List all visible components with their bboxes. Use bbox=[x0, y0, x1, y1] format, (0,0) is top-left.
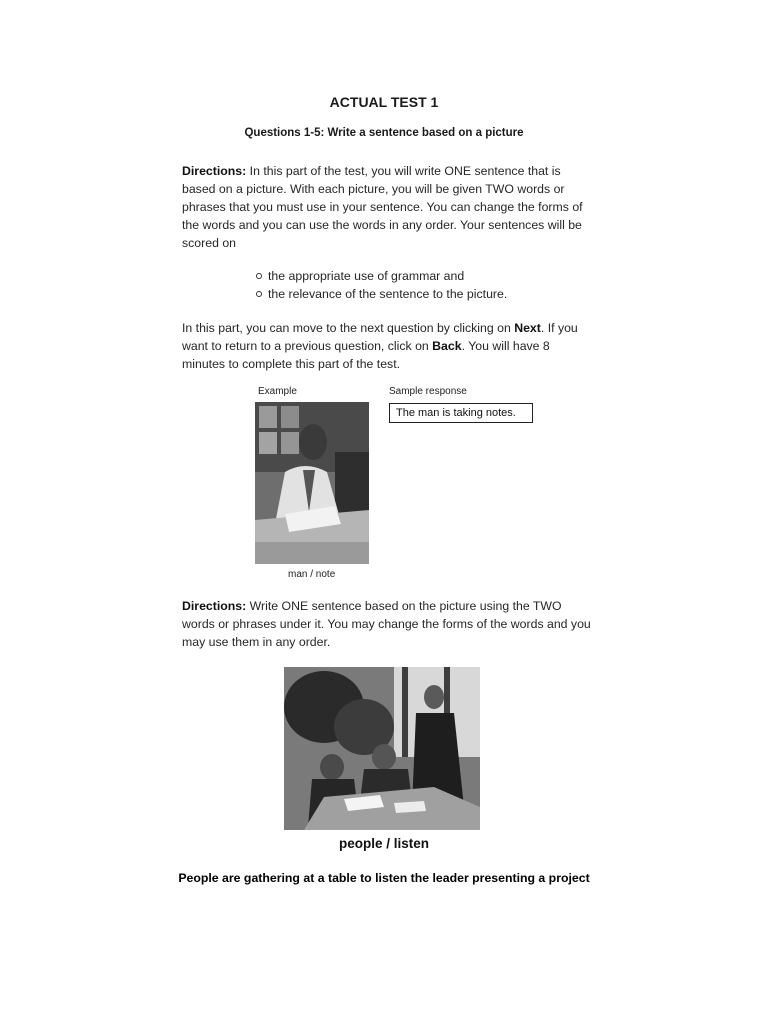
bullet-icon bbox=[256, 273, 262, 279]
directions-paragraph bbox=[182, 162, 596, 252]
navigation-paragraph: In this part, you can move to the next question by clicking on Next. If you want to return to a previous question, click on Back. You will have 8 minutes to complete this part of the test. bbox=[182, 321, 578, 371]
example-caption: man / note bbox=[288, 569, 336, 580]
page-title: ACTUAL TEST 1 bbox=[329, 94, 439, 110]
directions-text: In this part of the test, you will write ONE sentence that is based on a picture. With each picture, you will be given TWO words or phrases that you must use in your sentence. You can change the forms of the words and you can use the words in any order. Your sentences will be scored on bbox=[182, 164, 583, 250]
next-keyword: Next bbox=[514, 321, 541, 335]
question-caption: people / listen bbox=[338, 836, 430, 851]
sample-response-box: The man is taking notes. bbox=[389, 403, 533, 423]
bullet-icon bbox=[256, 291, 262, 297]
example-label: Example bbox=[258, 386, 297, 397]
directions-label: Directions: bbox=[182, 599, 247, 613]
question-photo bbox=[284, 667, 480, 830]
list-item: the relevance of the sentence to the picture. bbox=[256, 285, 507, 303]
directions-paragraph-2 bbox=[182, 597, 596, 651]
directions-label: Directions: bbox=[182, 164, 247, 178]
list-item: the appropriate use of grammar and bbox=[256, 267, 507, 285]
answer-sentence: People are gathering at a table to listen the leader presenting a project bbox=[178, 871, 590, 885]
section-subtitle: Questions 1-5: Write a sentence based on a picture bbox=[244, 127, 524, 139]
example-photo bbox=[255, 402, 369, 564]
question-photo-image bbox=[284, 667, 480, 830]
example-photo-image bbox=[255, 402, 369, 564]
sample-response-label: Sample response bbox=[389, 386, 467, 397]
directions-text: Write ONE sentence based on the picture using the TWO words or phrases under it. You may change the forms of the words and you may use them in any order. bbox=[182, 599, 591, 649]
scoring-criteria-list bbox=[256, 267, 507, 303]
back-keyword: Back bbox=[432, 339, 462, 353]
